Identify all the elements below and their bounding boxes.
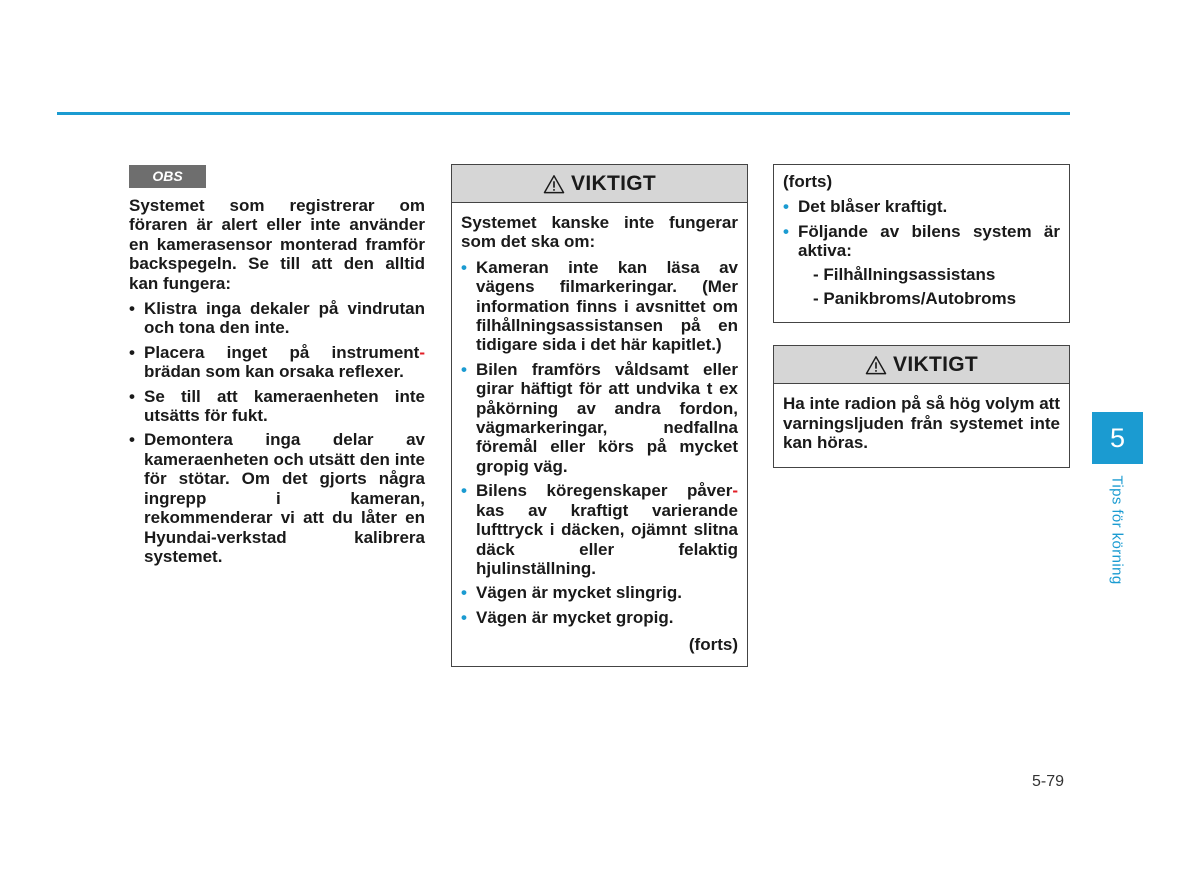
- bullet-icon: •: [461, 607, 467, 627]
- right-column: [773, 164, 1070, 468]
- list-item: • Kameran inte kan läsa av vägens filmarkeringar. (Mer information finns i avsnittet om filhållningsassistansen på en tidigare sida i det här kapitlet.): [461, 257, 738, 355]
- warning-header-1: [452, 165, 747, 203]
- list-item: • Bilen framförs våldsamt eller girar häftigt för att undvika t ex påkörning av andra fordon, vägmarkeringar, nedfallna föremål eller körs på mycket gropig väg.: [461, 359, 738, 476]
- hyphen-mark: -: [419, 342, 425, 362]
- list-item: • Demontera inga delar av kameraenheten och utsätt den inte för stötar. Om det gjorts några ingrepp i kameran, rekommenderar vi att du låter en Hyundai-verkstad kalibrera systemet.: [129, 430, 425, 566]
- bullet-icon: •: [461, 359, 467, 379]
- bullet-icon: •: [129, 342, 135, 362]
- obs-badge: OBS: [129, 165, 206, 188]
- warning-box-1: [451, 164, 748, 667]
- chapter-tab[interactable]: 5: [1092, 412, 1143, 464]
- list-item: • Klistra inga dekaler på vindrutan och tona den inte.: [129, 299, 425, 338]
- warning-text-2: Ha inte radion på så hög volym att varningsljuden från systemet inte kan höras.: [783, 394, 1060, 453]
- continued-label: (forts): [688, 635, 738, 655]
- page-number: 5-79: [1032, 773, 1065, 790]
- sub-list: [783, 265, 1060, 309]
- bullet-icon: •: [783, 197, 789, 217]
- bullet-icon: •: [461, 583, 467, 603]
- continued-label: (forts): [783, 172, 833, 191]
- list-item: • Se till att kameraenheten inte utsätts för fukt.: [129, 386, 425, 426]
- hyphen-mark: -: [732, 481, 738, 501]
- warning-box-2: [773, 345, 1070, 467]
- warning-title-2: VIKTIGT: [893, 353, 978, 377]
- bullet-icon: •: [783, 221, 789, 241]
- obs-section: [129, 165, 425, 571]
- bullet-icon: •: [129, 386, 135, 406]
- bullet-icon: •: [461, 257, 467, 277]
- warning-list-1: [461, 258, 738, 627]
- warning-header-2: [774, 346, 1069, 384]
- obs-list: [129, 299, 425, 566]
- list-item: • Bilens köregenskaper påver- kas av kraftigt varierande lufttryck i däcken, ojämnt slitna däck eller felaktig hjulinställning.: [461, 481, 738, 578]
- bullet-icon: •: [461, 481, 467, 501]
- warning-intro-1: Systemet kanske inte fungerar som det ska om:: [461, 213, 738, 252]
- bullet-icon: •: [129, 299, 135, 319]
- continued-box: [773, 164, 1070, 323]
- obs-intro: Systemet som registrerar om föraren är alert eller inte använder en kamerasensor monterad framför backspegeln. Se till att den alltid kan fungera:: [129, 196, 425, 293]
- continued-list: [783, 197, 1060, 308]
- warning-triangle-icon: [543, 174, 565, 194]
- list-item: • Placera inget på instrument- brädan som kan orsaka reflexer.: [129, 342, 425, 382]
- sub-list-item: - Panikbroms/Autobroms: [813, 289, 1017, 309]
- list-item: • Följande av bilens system är aktiva: - Filhållningsassistans - Panikbroms/Autobroms: [783, 221, 1060, 309]
- warning-triangle-icon: [865, 355, 887, 375]
- chapter-label: Tips för körning: [1108, 475, 1126, 585]
- list-item: • Vägen är mycket gropig.: [461, 607, 674, 627]
- bullet-icon: •: [129, 430, 135, 450]
- list-item: • Vägen är mycket slingrig.: [461, 583, 682, 603]
- header-rule: [57, 112, 1070, 115]
- sub-list-item: - Filhållningsassistans: [813, 264, 996, 284]
- list-item: • Det blåser kraftigt.: [783, 197, 948, 217]
- warning-title-1: VIKTIGT: [571, 171, 656, 195]
